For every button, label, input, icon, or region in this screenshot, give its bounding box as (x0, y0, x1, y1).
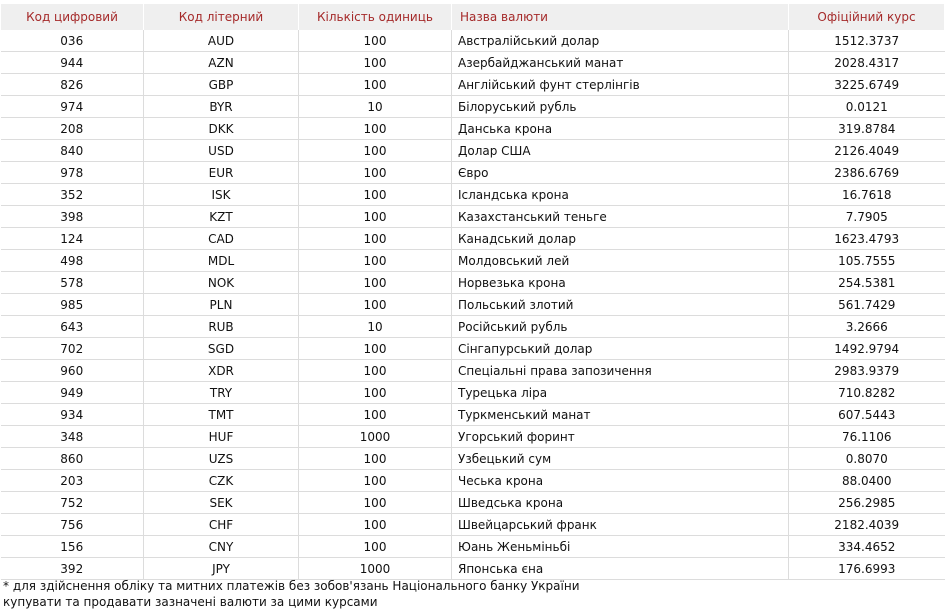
cell-code-letter: TMT (144, 404, 299, 426)
cell-code-letter: GBP (144, 74, 299, 96)
cell-currency-name: Швейцарський франк (452, 514, 789, 536)
cell-code-letter: TRY (144, 382, 299, 404)
cell-units: 100 (299, 74, 452, 96)
cell-official-rate: 3225.6749 (789, 74, 945, 96)
cell-official-rate: 710.8282 (789, 382, 945, 404)
cell-code-numeric: 352 (1, 184, 144, 206)
cell-code-letter: SEK (144, 492, 299, 514)
cell-units: 10 (299, 96, 452, 118)
cell-code-letter: UZS (144, 448, 299, 470)
cell-code-letter: PLN (144, 294, 299, 316)
table-row (1, 118, 945, 140)
cell-official-rate: 16.7618 (789, 184, 945, 206)
table-row (1, 514, 945, 536)
cell-official-rate: 334.4652 (789, 536, 945, 558)
cell-code-numeric: 203 (1, 470, 144, 492)
cell-official-rate: 1512.3737 (789, 30, 945, 52)
table-row (1, 492, 945, 514)
cell-official-rate: 256.2985 (789, 492, 945, 514)
cell-currency-name: Казахстанський теньге (452, 206, 789, 228)
cell-code-letter: CZK (144, 470, 299, 492)
cell-code-numeric: 348 (1, 426, 144, 448)
cell-units: 100 (299, 184, 452, 206)
cell-currency-name: Канадський долар (452, 228, 789, 250)
cell-official-rate: 2126.4049 (789, 140, 945, 162)
cell-currency-name: Данська крона (452, 118, 789, 140)
table-row (1, 96, 945, 118)
table-row (1, 338, 945, 360)
cell-currency-name: Шведська крона (452, 492, 789, 514)
table-row (1, 30, 945, 52)
cell-code-letter: CNY (144, 536, 299, 558)
cell-code-letter: RUB (144, 316, 299, 338)
cell-currency-name: Ісландська крона (452, 184, 789, 206)
cell-currency-name: Норвезька крона (452, 272, 789, 294)
table-row (1, 140, 945, 162)
cell-code-letter: XDR (144, 360, 299, 382)
cell-code-numeric: 208 (1, 118, 144, 140)
cell-units: 100 (299, 52, 452, 74)
cell-units: 100 (299, 30, 452, 52)
table-row (1, 162, 945, 184)
cell-code-numeric: 124 (1, 228, 144, 250)
cell-currency-name: Угорський форинт (452, 426, 789, 448)
cell-units: 100 (299, 250, 452, 272)
cell-official-rate: 3.2666 (789, 316, 945, 338)
cell-currency-name: Молдовський лей (452, 250, 789, 272)
table-row (1, 74, 945, 96)
cell-currency-name: Узбецький сум (452, 448, 789, 470)
table-body (1, 30, 945, 580)
cell-code-letter: NOK (144, 272, 299, 294)
footnote (3, 578, 580, 610)
cell-code-numeric: 156 (1, 536, 144, 558)
cell-units: 100 (299, 294, 452, 316)
cell-units: 100 (299, 272, 452, 294)
table-header-row (1, 4, 945, 30)
cell-units: 100 (299, 492, 452, 514)
cell-code-numeric: 960 (1, 360, 144, 382)
cell-currency-name: Сінгапурський долар (452, 338, 789, 360)
cell-code-letter: USD (144, 140, 299, 162)
cell-code-numeric: 398 (1, 206, 144, 228)
cell-units: 100 (299, 360, 452, 382)
table-row (1, 536, 945, 558)
table-row (1, 558, 945, 580)
cell-units: 100 (299, 382, 452, 404)
cell-code-letter: JPY (144, 558, 299, 580)
cell-units: 100 (299, 536, 452, 558)
cell-currency-name: Білоруський рубль (452, 96, 789, 118)
cell-code-letter: ISK (144, 184, 299, 206)
cell-official-rate: 76.1106 (789, 426, 945, 448)
cell-code-numeric: 840 (1, 140, 144, 162)
cell-code-numeric: 752 (1, 492, 144, 514)
table-row (1, 470, 945, 492)
cell-official-rate: 2182.4039 (789, 514, 945, 536)
header-units: Кількість одиниць (299, 4, 452, 30)
cell-official-rate: 1623.4793 (789, 228, 945, 250)
cell-currency-name: Турецька ліра (452, 382, 789, 404)
cell-units: 100 (299, 338, 452, 360)
cell-code-numeric: 643 (1, 316, 144, 338)
table-row (1, 426, 945, 448)
table-row (1, 448, 945, 470)
cell-code-letter: SGD (144, 338, 299, 360)
cell-currency-name: Євро (452, 162, 789, 184)
table-row (1, 228, 945, 250)
cell-units: 100 (299, 206, 452, 228)
cell-code-numeric: 949 (1, 382, 144, 404)
cell-official-rate: 254.5381 (789, 272, 945, 294)
cell-official-rate: 0.8070 (789, 448, 945, 470)
cell-code-numeric: 756 (1, 514, 144, 536)
table-row (1, 250, 945, 272)
cell-code-numeric: 860 (1, 448, 144, 470)
table-row (1, 294, 945, 316)
header-code-numeric: Код цифровий (1, 4, 144, 30)
header-code-letter: Код літерний (144, 4, 299, 30)
table-row (1, 206, 945, 228)
cell-code-letter: BYR (144, 96, 299, 118)
cell-official-rate: 607.5443 (789, 404, 945, 426)
cell-currency-name: Англійський фунт стерлінгів (452, 74, 789, 96)
table-row (1, 52, 945, 74)
exchange-rates-table (0, 4, 945, 580)
cell-code-numeric: 985 (1, 294, 144, 316)
cell-code-letter: AZN (144, 52, 299, 74)
cell-code-letter: KZT (144, 206, 299, 228)
cell-currency-name: Юань Женьміньбі (452, 536, 789, 558)
header-official-rate: Офіційний курс (789, 4, 945, 30)
cell-units: 100 (299, 162, 452, 184)
cell-official-rate: 1492.9794 (789, 338, 945, 360)
cell-official-rate: 2028.4317 (789, 52, 945, 74)
cell-code-letter: HUF (144, 426, 299, 448)
cell-currency-name: Російський рубль (452, 316, 789, 338)
cell-code-numeric: 826 (1, 74, 144, 96)
cell-official-rate: 176.6993 (789, 558, 945, 580)
cell-units: 100 (299, 228, 452, 250)
cell-code-letter: MDL (144, 250, 299, 272)
cell-units: 10 (299, 316, 452, 338)
cell-currency-name: Польський злотий (452, 294, 789, 316)
cell-units: 100 (299, 470, 452, 492)
cell-official-rate: 2983.9379 (789, 360, 945, 382)
cell-code-numeric: 974 (1, 96, 144, 118)
table-row (1, 272, 945, 294)
table-row (1, 404, 945, 426)
cell-code-letter: CHF (144, 514, 299, 536)
cell-units: 100 (299, 448, 452, 470)
table-row (1, 184, 945, 206)
cell-official-rate: 2386.6769 (789, 162, 945, 184)
cell-code-numeric: 036 (1, 30, 144, 52)
cell-official-rate: 88.0400 (789, 470, 945, 492)
cell-code-numeric: 934 (1, 404, 144, 426)
table-row (1, 316, 945, 338)
cell-official-rate: 0.0121 (789, 96, 945, 118)
cell-code-numeric: 944 (1, 52, 144, 74)
cell-code-letter: CAD (144, 228, 299, 250)
header-currency-name: Назва валюти (452, 4, 789, 30)
cell-code-letter: DKK (144, 118, 299, 140)
cell-code-numeric: 392 (1, 558, 144, 580)
footnote-line-2: купувати та продавати зазначені валюти за цими курсами (3, 595, 378, 609)
cell-code-numeric: 578 (1, 272, 144, 294)
cell-units: 100 (299, 118, 452, 140)
cell-units: 1000 (299, 558, 452, 580)
cell-currency-name: Азербайджанський манат (452, 52, 789, 74)
cell-official-rate: 105.7555 (789, 250, 945, 272)
cell-official-rate: 319.8784 (789, 118, 945, 140)
cell-units: 1000 (299, 426, 452, 448)
cell-code-letter: AUD (144, 30, 299, 52)
cell-currency-name: Чеська крона (452, 470, 789, 492)
cell-units: 100 (299, 140, 452, 162)
cell-code-numeric: 702 (1, 338, 144, 360)
cell-currency-name: Туркменський манат (452, 404, 789, 426)
cell-official-rate: 561.7429 (789, 294, 945, 316)
table-row (1, 360, 945, 382)
cell-code-letter: EUR (144, 162, 299, 184)
cell-code-numeric: 498 (1, 250, 144, 272)
cell-official-rate: 7.7905 (789, 206, 945, 228)
cell-units: 100 (299, 404, 452, 426)
cell-currency-name: Спеціальні права запозичення (452, 360, 789, 382)
cell-units: 100 (299, 514, 452, 536)
cell-currency-name: Долар США (452, 140, 789, 162)
table-row (1, 382, 945, 404)
cell-currency-name: Японська єна (452, 558, 789, 580)
cell-currency-name: Австралійський долар (452, 30, 789, 52)
cell-code-numeric: 978 (1, 162, 144, 184)
footnote-line-1: * для здійснення обліку та митних платежів без зобов'язань Національного банку України (3, 579, 580, 593)
